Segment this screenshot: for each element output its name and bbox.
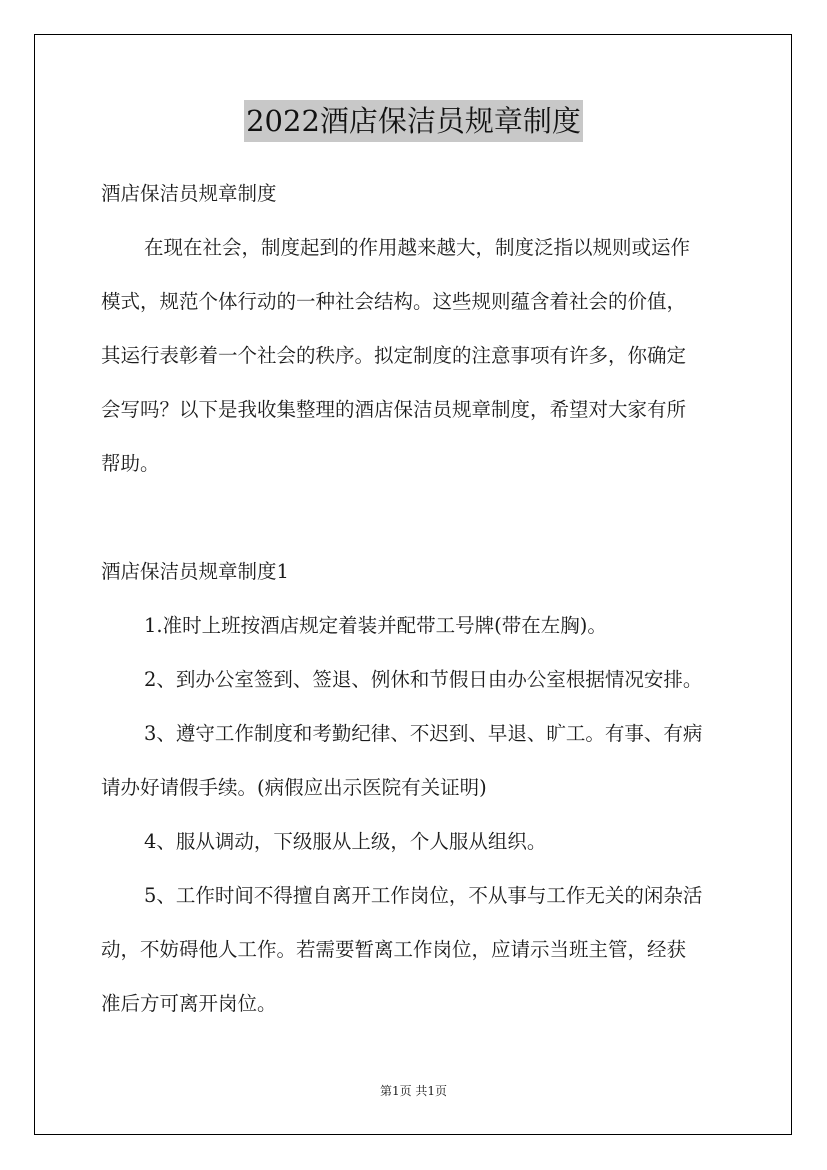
intro-line: 其运行表彰着一个社会的秩序。拟定制度的注意事项有许多，你确定 [101,344,687,367]
rule-line: 动，不妨碍他人工作。若需要暂离工作岗位，应请示当班主管，经获 [101,938,687,961]
rule-line: 4、服从调动，下级服从上级，个人服从组织。 [144,830,547,853]
rule-line: 1.准时上班按酒店规定着装并配带工号牌(带在左胸)。 [144,614,607,637]
intro-line: 帮助。 [101,452,160,475]
rule-line: 3、遵守工作制度和考勤纪律、不迟到、早退、旷工。有事、有病 [144,722,703,745]
intro-line: 模式，规范个体行动的一种社会结构。这些规则蕴含着社会的价值， [101,290,687,313]
title-container [0,100,827,142]
rule-line: 准后方可离开岗位。 [101,992,277,1015]
document-subtitle: 酒店保洁员规章制度 [101,182,277,205]
section-heading: 酒店保洁员规章制度1 [101,560,289,583]
rule-line: 2、到办公室签到、签退、例休和节假日由办公室根据情况安排。 [144,668,703,691]
page-footer: 第1页 共1页 [379,1084,448,1098]
intro-line: 会写吗？以下是我收集整理的酒店保洁员规章制度，希望对大家有所 [101,398,687,421]
intro-line: 在现在社会，制度起到的作用越来越大，制度泛指以规则或运作 [144,236,691,259]
rule-line: 5、工作时间不得擅自离开工作岗位，不从事与工作无关的闲杂活 [144,884,703,907]
rule-line: 请办好请假手续。(病假应出示医院有关证明) [101,776,487,799]
document-title: 2022酒店保洁员规章制度 [244,100,583,142]
